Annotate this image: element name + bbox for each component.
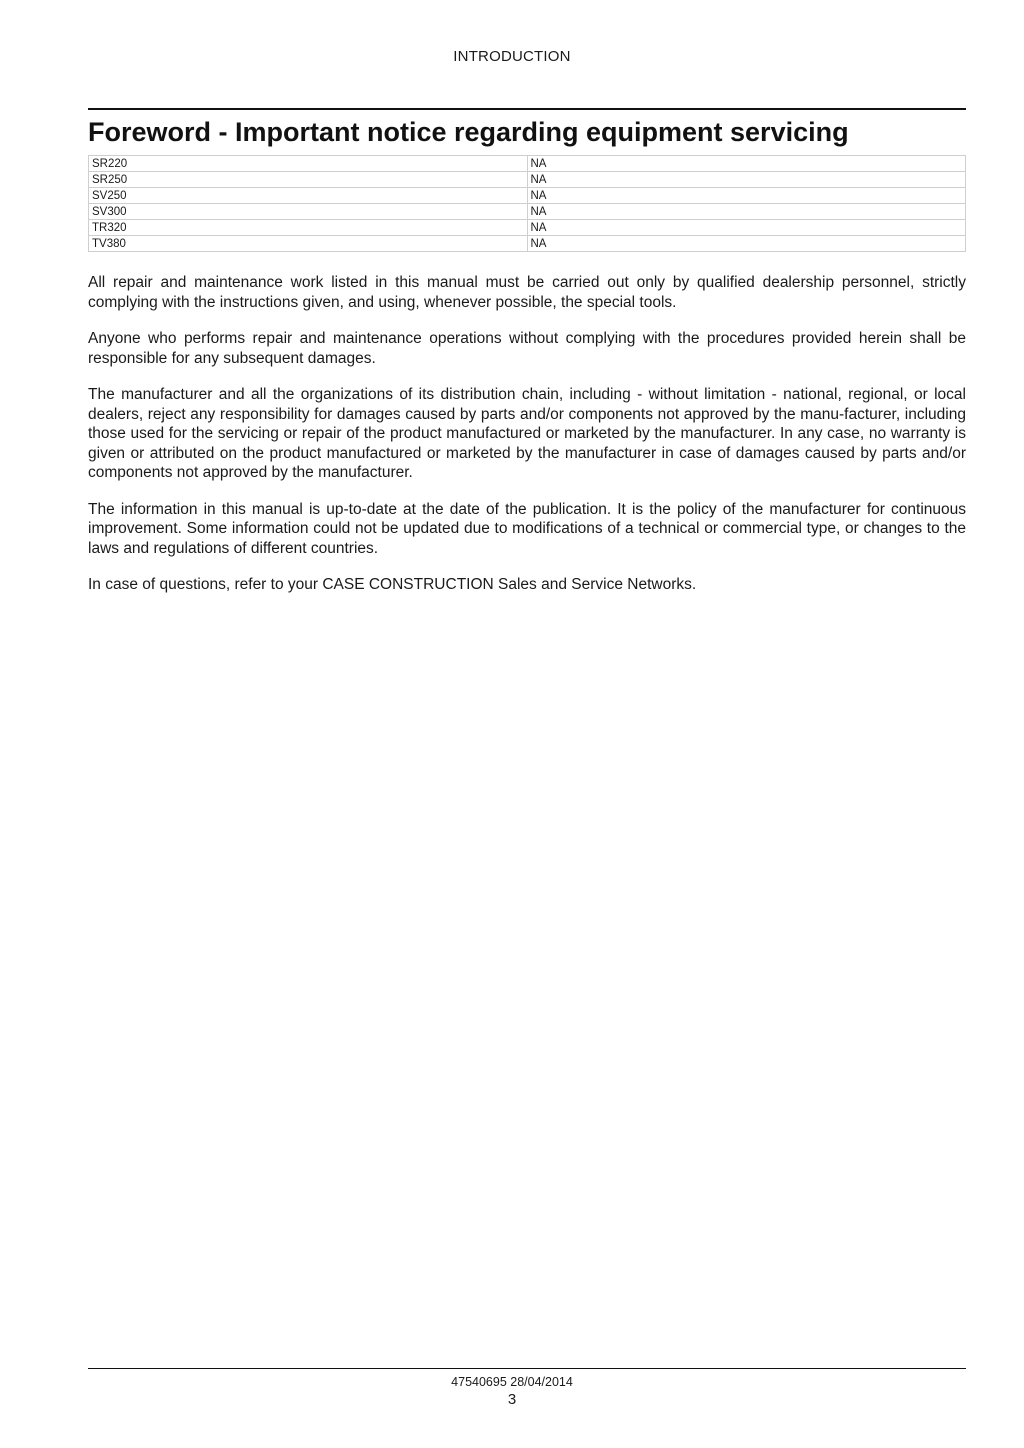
page-title: Foreword - Important notice regarding equipment servicing — [88, 117, 849, 147]
model-cell: SR250 — [89, 172, 528, 188]
body-text — [88, 273, 966, 595]
paragraph-responsibility: Anyone who performs repair and maintenance operations without complying with the procedures provided herein shall be responsible for any subsequent damages. — [88, 330, 966, 367]
model-cell: SV300 — [89, 204, 528, 220]
value-cell: NA — [527, 236, 966, 252]
table-row — [89, 188, 966, 204]
table-row — [89, 172, 966, 188]
footer-document-code: 47540695 28/04/2014 — [451, 1375, 573, 1389]
title-rule — [88, 108, 966, 110]
table-row — [89, 156, 966, 172]
value-cell: NA — [527, 172, 966, 188]
models-table — [88, 155, 966, 252]
value-cell: NA — [527, 188, 966, 204]
value-cell: NA — [527, 220, 966, 236]
table-row — [89, 204, 966, 220]
page-number: 3 — [507, 1391, 517, 1408]
footer-rule — [88, 1368, 966, 1369]
model-cell: TR320 — [89, 220, 528, 236]
model-cell: TV380 — [89, 236, 528, 252]
running-header: INTRODUCTION — [453, 48, 571, 65]
paragraph-information: The information in this manual is up-to-date at the date of the publication. It is the policy of the manufacturer for continuous improvement. Some information could not be updated due to modifications of a technical or commercial type, or changes to the laws and regulations of different countries. — [88, 500, 966, 557]
model-cell: SV250 — [89, 188, 528, 204]
value-cell: NA — [527, 204, 966, 220]
page-content — [88, 108, 966, 612]
paragraph-contact: In case of questions, refer to your CASE CONSTRUCTION Sales and Service Networks. — [88, 576, 697, 593]
paragraph-qualified-personnel: All repair and maintenance work listed in this manual must be carried out only by qualified dealership personnel, strictly complying with the instructions given, and using, whenever possible, the special tools. — [88, 274, 966, 311]
table-row — [89, 220, 966, 236]
table-row — [89, 236, 966, 252]
paragraph-warranty: The manufacturer and all the organizations of its distribution chain, including - without limitation - national, regional, or local dealers, reject any responsibility for damages caused by parts and/or components not approved by the manu-facturer, including those used for the servicing or repair of the product manufactured or marketed by the manufacturer. In any case, no warranty is given or attributed on the product manufactured or marketed by the manufacturer in case of damages caused by parts and/or components not approved by the manufacturer. — [88, 386, 966, 481]
value-cell: NA — [527, 156, 966, 172]
model-cell: SR220 — [89, 156, 528, 172]
